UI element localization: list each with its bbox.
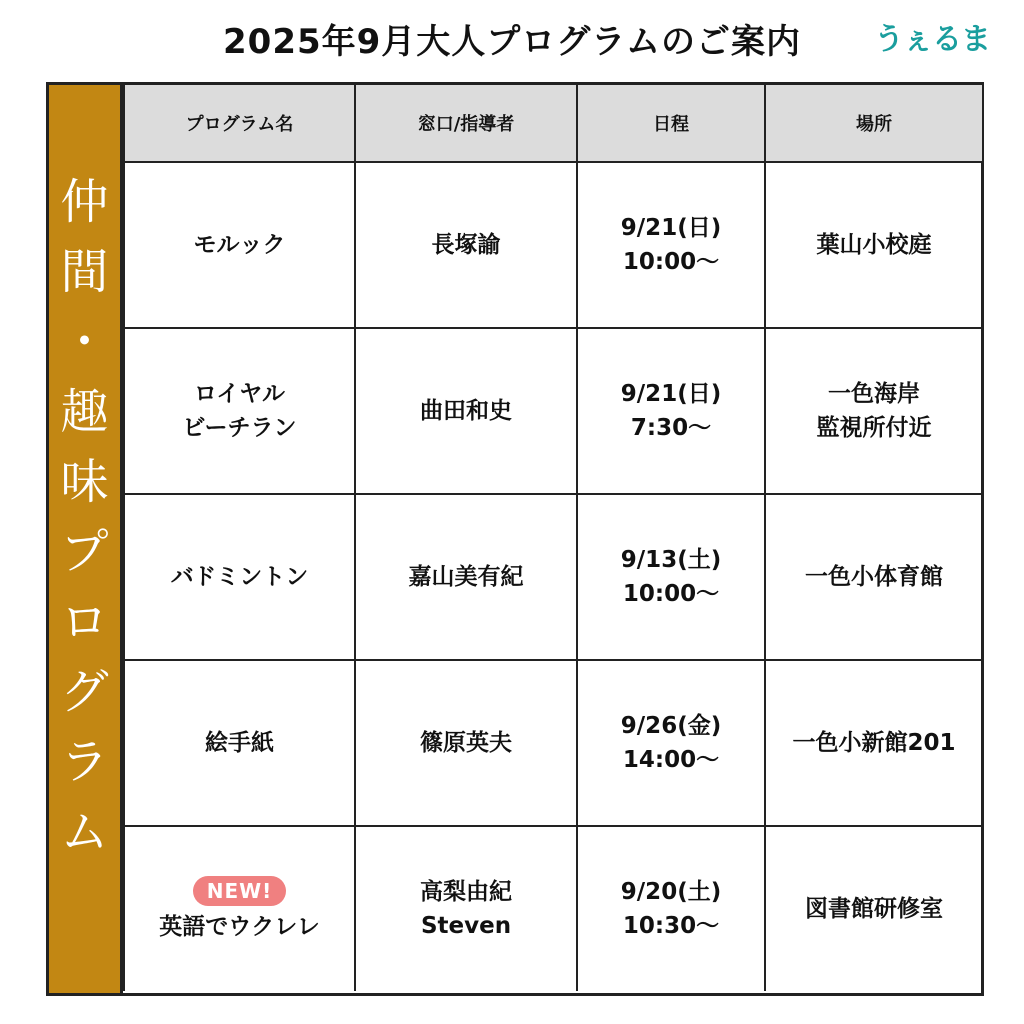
program-table [123,85,982,991]
table-header-row [124,85,982,162]
place-name: 一色海岸 [828,381,920,407]
column-header-instructor: 窓口/指導者 [355,85,577,162]
category-char: グ [60,664,109,720]
category-char: プ [60,524,109,580]
program-cell [124,660,355,826]
place-cell [765,328,982,494]
category-char: 味 [60,454,109,510]
instructor-name: 高梨由紀 [420,879,512,905]
instructor-cell [355,494,577,660]
schedule-cell [577,162,765,328]
category-char: 間 [60,244,109,300]
table-row [124,162,982,328]
category-label [49,167,120,867]
schedule-time: 10:00～ [622,581,720,607]
instructor-name: 嘉山美有紀 [408,564,524,590]
table-row [124,494,982,660]
schedule-frame [46,82,984,996]
category-char: ラ [60,734,109,790]
column-header-program: プログラム名 [124,85,355,162]
instructor-name: 長塚諭 [431,232,501,258]
place-name: 一色小新館201 [792,730,956,756]
table-row [124,826,982,991]
program-cell [124,328,355,494]
place-cell [765,826,982,991]
schedule-cell [577,826,765,991]
schedule-cell [577,660,765,826]
category-char: ム [60,804,109,860]
instructor-name: 曲田和史 [420,398,512,424]
place-name: 葉山小校庭 [816,232,932,258]
program-name: 絵手紙 [205,730,274,756]
program-name: バドミントン [170,564,309,590]
place-name: 監視所付近 [816,415,932,441]
program-name: 英語でウクレレ [159,914,320,940]
place-cell [765,162,982,328]
schedule-cell [577,494,765,660]
schedule-cell [577,328,765,494]
column-header-place: 場所 [765,85,982,162]
schedule-date: 9/13(土) [620,547,722,573]
schedule-time: 10:30～ [622,913,720,939]
category-char: 仲 [60,174,109,230]
schedule-date: 9/20(土) [620,879,722,905]
category-char: ロ [60,594,109,650]
schedule-date: 9/26(金) [620,713,722,739]
new-badge: NEW! [193,876,287,906]
page-title: 2025年9月大人プログラムのご案内 [223,22,801,62]
program-name: モルック [193,232,286,258]
category-band [49,85,123,993]
schedule-time: 14:00～ [622,747,720,773]
brand-logo: うぇるま [874,22,990,57]
instructor-cell [355,826,577,991]
schedule-time: 7:30～ [630,415,712,441]
place-name: 一色小体育館 [805,564,943,590]
program-cell [124,494,355,660]
category-char: 趣 [60,384,109,440]
schedule-date: 9/21(日) [620,215,722,241]
instructor-cell [355,162,577,328]
schedule-time: 10:00～ [622,249,720,275]
program-name: ロイヤル [193,381,286,407]
instructor-name: 篠原英夫 [420,730,512,756]
instructor-cell [355,660,577,826]
place-cell [765,660,982,826]
instructor-cell [355,328,577,494]
place-cell [765,494,982,660]
table-row [124,660,982,826]
column-header-schedule: 日程 [577,85,765,162]
table-row [124,328,982,494]
program-table-area [123,85,981,993]
program-cell [124,826,355,991]
category-char: ・ [60,314,109,370]
schedule-date: 9/21(日) [620,381,722,407]
instructor-name: Steven [420,913,512,939]
place-name: 図書館研修室 [805,896,943,922]
program-name: ビーチラン [182,415,297,441]
program-cell [124,162,355,328]
